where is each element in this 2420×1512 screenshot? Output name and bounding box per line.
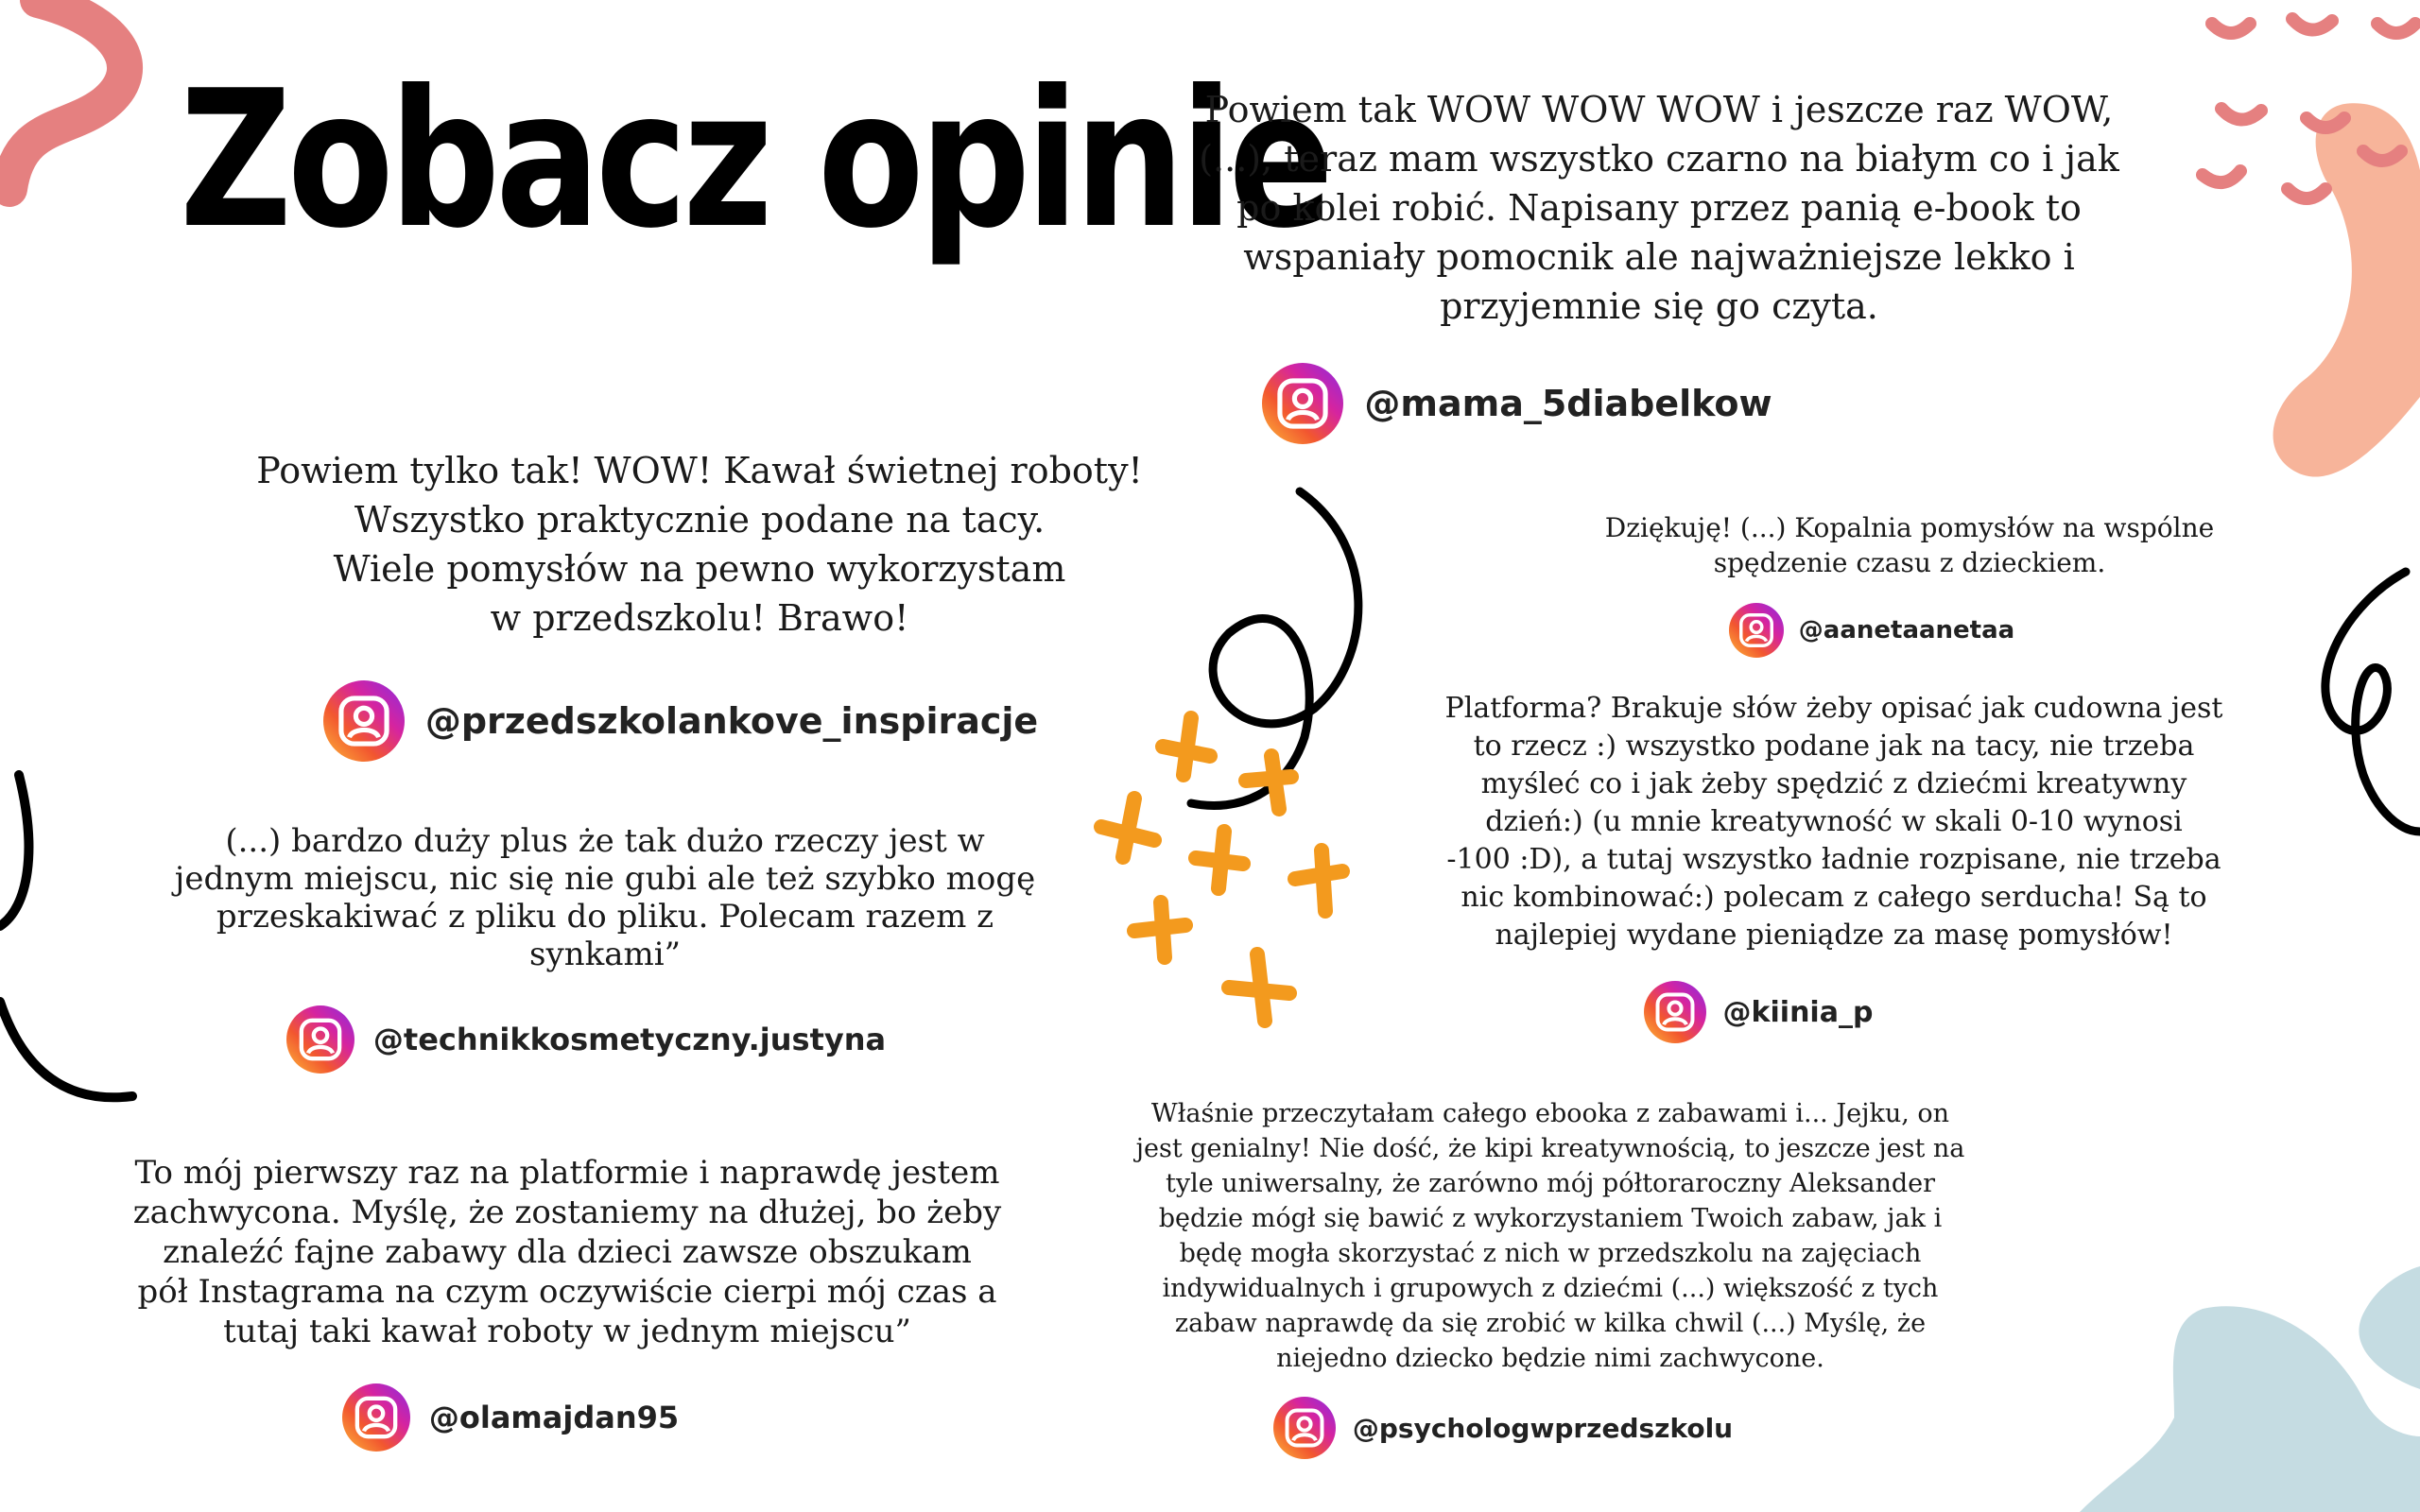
orange-crosses <box>1101 718 1342 1021</box>
instagram-icon <box>342 1383 410 1452</box>
review-author[interactable] <box>104 1005 1068 1074</box>
review-card <box>1134 85 2184 444</box>
review-author[interactable] <box>1257 981 2259 1043</box>
instagram-icon <box>1644 981 1706 1043</box>
pink-dashes <box>2203 19 2415 198</box>
review-card <box>1531 510 2288 658</box>
author-handle: @technikkosmetyczny.justyna <box>372 1022 887 1057</box>
review-quote: Powiem tylko tak! WOW! Kawał świetnej roboty! Wszystko praktycznie podane na tacy. Wiele pomysłów na pewno wykorzystam w przedszkolu! Brawo! <box>256 450 1143 639</box>
review-quote: Właśnie przeczytałam całego ebooka z zabawami i... Jejku, on jest genialny! Nie dość, że kipi kreatywnością, to jeszcze jest na tyle uniwersalny, że zarówno mój półtoraroczny Aleksander będzie mógł się bawić z wykorzystaniem Twoich zabaw, jak i będę mogła skorzystać z nich w przedszkolu na zajęciach indywidualnych i grupowych z dziećmi (...) większość z tych zabaw naprawdę da się zrobić w kilka chwil (...) Myślę, że niejedno dziecko będzie nimi zachwycone. <box>1135 1099 1965 1373</box>
review-card <box>1115 1096 1985 1459</box>
review-card <box>104 1153 1030 1452</box>
review-quote: Platforma? Brakuje słów żeby opisać jak cudowna jest to rzecz :) wszystko podane jak na tacy, nie trzeba myśleć co i jak żeby spędzić z dziećmi kreatywny dzień:) (u mnie kreatywność w skali 0-10 wynosi -100 :D), a tutaj wszystko ładnie rozpisane, nie trzeba nic kombinować:) polecam z całego serducha! Są to najlepiej wydane pieniądze za masę pomysłów! <box>1444 692 2223 952</box>
page-title: Zobacz opinie <box>180 50 1329 270</box>
author-handle: @olamajdan95 <box>428 1400 680 1435</box>
blue-blob <box>2080 1306 2420 1512</box>
review-card <box>189 446 1210 762</box>
instagram-icon <box>1262 363 1343 444</box>
peach-blob <box>2273 103 2420 476</box>
review-quote: Dziękuję! (...) Kopalnia pomysłów na wspólne spędzenie czasu z dzieckiem. <box>1604 512 2215 578</box>
review-author[interactable] <box>1021 1397 1985 1459</box>
review-author[interactable] <box>1456 603 2288 658</box>
review-quote: To mój pierwszy raz na platformie i naprawdę jestem zachwycona. Myślę, że zostaniemy na dłużej, bo żeby znaleźć fajne zabawy dla dzieci zawsze obszukam pół Instagrama na czym oczywiście cierpi mój czas a tutaj taki kawał roboty w jednym miejscu” <box>132 1154 1002 1350</box>
review-quote: (...) bardzo duży plus że tak dużo rzeczy jest w jednym miejscu, nic się nie gubi ale też szybko mogę przeskakiwać z pliku do pliku. Polecam razem z synkami” <box>174 822 1036 973</box>
black-loop-center <box>1191 491 1358 805</box>
black-curl-right <box>2325 572 2420 832</box>
review-author[interactable] <box>151 680 1210 762</box>
review-author[interactable] <box>851 363 2184 444</box>
review-quote: Powiem tak WOW WOW WOW i jeszcze raz WOW, (...), teraz mam wszystko czarno na białym co i jak po kolei robić. Napisany przez panią e-book to wspaniały pomocnik ale najważniejsze lekko i przyjemnie się go czyta. <box>1199 89 2119 327</box>
author-handle: @przedszkolankove_inspiracje <box>424 700 1039 742</box>
author-handle: @kiinia_p <box>1722 995 1874 1029</box>
review-card <box>1409 690 2259 1043</box>
instagram-icon <box>1729 603 1784 658</box>
author-handle: @mama_5diabelkow <box>1364 383 1772 424</box>
instagram-icon <box>1273 1397 1336 1459</box>
pink-squiggle <box>9 0 125 189</box>
author-handle: @psychologwprzedszkolu <box>1352 1412 1734 1444</box>
instagram-icon <box>286 1005 354 1074</box>
author-handle: @aanetaanetaa <box>1798 616 2015 644</box>
review-card <box>142 822 1068 1074</box>
review-author[interactable] <box>0 1383 1030 1452</box>
instagram-icon <box>323 680 405 762</box>
